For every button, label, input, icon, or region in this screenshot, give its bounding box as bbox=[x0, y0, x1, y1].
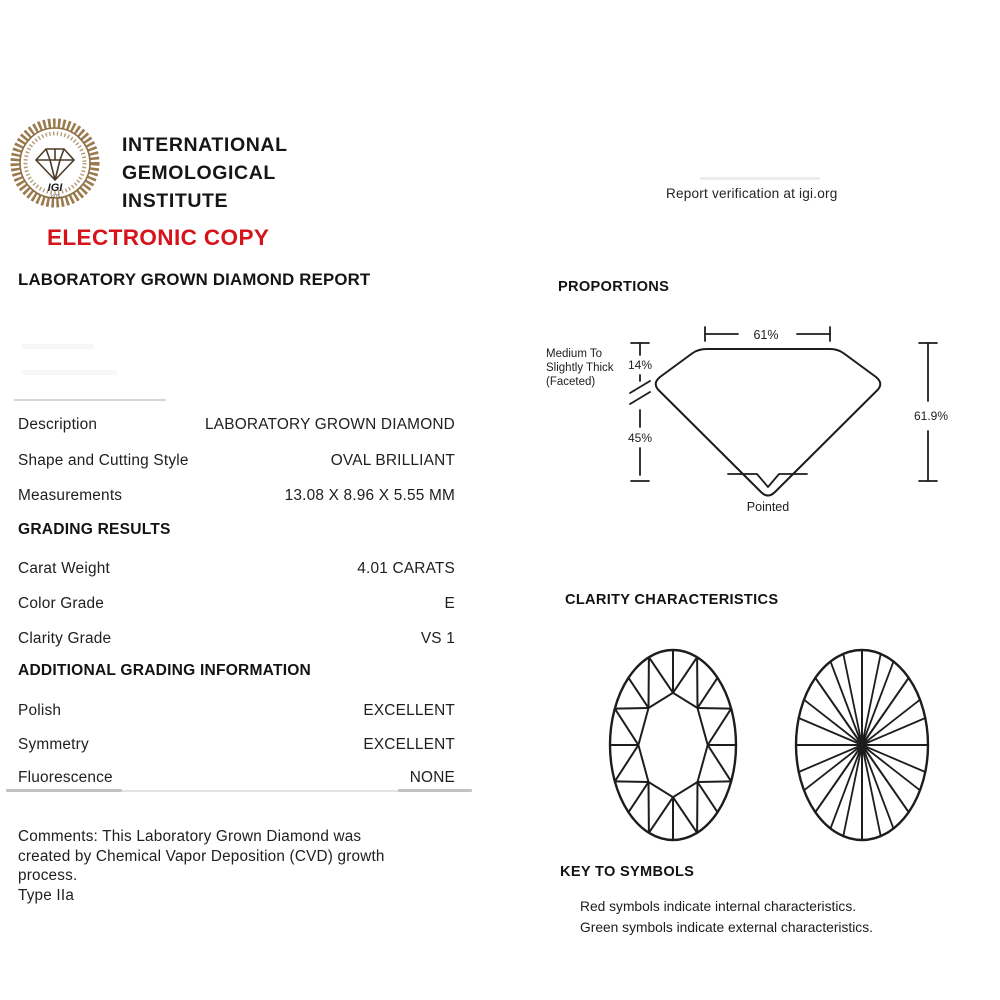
institute-name bbox=[122, 131, 288, 215]
field-label: Carat Weight bbox=[18, 560, 110, 577]
electronic-copy-label: ELECTRONIC COPY bbox=[47, 225, 270, 250]
field-value: VS 1 bbox=[420, 630, 455, 647]
field-value: 13.08 X 8.96 X 5.55 MM bbox=[284, 487, 455, 504]
field-row-polish bbox=[18, 702, 455, 722]
field-row-carat-weight bbox=[18, 560, 455, 580]
proportions-diagram bbox=[535, 315, 1000, 520]
total-depth-label: 61.9% bbox=[913, 409, 949, 423]
field-value: OVAL BRILLIANT bbox=[330, 452, 455, 469]
girdle-line: (Faceted) bbox=[546, 376, 596, 388]
field-label: Description bbox=[18, 416, 98, 433]
culet-mark bbox=[728, 474, 807, 487]
seal-monogram: IGI bbox=[47, 182, 63, 194]
brand-line-2: GEMOLOGICAL bbox=[122, 162, 276, 184]
field-value: LABORATORY GROWN DIAMOND bbox=[205, 416, 455, 433]
table-facet-outline bbox=[638, 693, 707, 797]
comments-line: Comments: This Laboratory Grown Diamond was bbox=[18, 828, 362, 845]
pavilion-depth-label: 45% bbox=[627, 431, 653, 445]
table-percent-label: 61% bbox=[753, 328, 779, 342]
faded-rule bbox=[398, 789, 472, 792]
type-line: Type IIa bbox=[18, 886, 75, 904]
field-label: Measurements bbox=[18, 487, 123, 504]
girdle-line: Medium To bbox=[546, 348, 603, 360]
faded-print-artifact bbox=[22, 344, 94, 349]
report-verification-text: Report verification at igi.org bbox=[666, 186, 838, 201]
igi-seal-logo bbox=[8, 116, 102, 210]
faded-rule bbox=[6, 789, 122, 792]
key-line-external: Green symbols indicate external characteristics. bbox=[580, 919, 873, 935]
field-row-clarity-grade bbox=[18, 630, 455, 650]
comments-block bbox=[18, 827, 468, 905]
field-row-color-grade bbox=[18, 595, 455, 615]
key-to-symbols-text bbox=[580, 897, 873, 938]
field-label: Fluorescence bbox=[18, 769, 113, 786]
girdle-description bbox=[546, 348, 614, 388]
field-value: 4.01 CARATS bbox=[357, 560, 455, 577]
field-label: Symmetry bbox=[18, 736, 89, 753]
key-to-symbols-heading: KEY TO SYMBOLS bbox=[560, 864, 695, 880]
report-title: LABORATORY GROWN DIAMOND REPORT bbox=[18, 270, 371, 289]
seal-year: 1975 bbox=[49, 193, 61, 199]
crown-height-label: 14% bbox=[627, 358, 653, 372]
field-row-symmetry bbox=[18, 736, 455, 756]
faded-rule bbox=[14, 399, 166, 401]
field-label: Color Grade bbox=[18, 595, 105, 612]
faded-rule bbox=[122, 790, 398, 792]
field-row-measurements bbox=[18, 487, 455, 507]
diamond-profile-outline bbox=[656, 349, 881, 496]
field-row-shape bbox=[18, 452, 455, 472]
proportions-heading: PROPORTIONS bbox=[558, 279, 670, 295]
comments-line: created by Chemical Vapor Deposition (CVD) growth bbox=[18, 847, 385, 865]
brand-line-3: INSTITUTE bbox=[122, 190, 229, 212]
bezel-facet-lines bbox=[610, 650, 736, 840]
clarity-heading: CLARITY CHARACTERISTICS bbox=[565, 592, 779, 608]
field-row-fluorescence bbox=[18, 769, 455, 789]
brand-line-1: INTERNATIONAL bbox=[122, 134, 288, 156]
field-label: Polish bbox=[18, 702, 62, 719]
field-value: EXCELLENT bbox=[363, 736, 455, 753]
faded-print-artifact bbox=[22, 370, 117, 375]
clarity-plot-pavilion-view bbox=[794, 645, 934, 845]
culet-label: Pointed bbox=[746, 500, 790, 514]
additional-grading-heading: ADDITIONAL GRADING INFORMATION bbox=[18, 662, 312, 679]
grading-results-heading: GRADING RESULTS bbox=[18, 521, 171, 538]
field-label: Clarity Grade bbox=[18, 630, 112, 647]
faded-print-artifact bbox=[700, 177, 820, 180]
key-line-internal: Red symbols indicate internal characteristics. bbox=[580, 899, 857, 914]
girdle-line: Slightly Thick bbox=[546, 362, 614, 374]
field-value: NONE bbox=[409, 769, 455, 786]
field-label: Shape and Cutting Style bbox=[18, 452, 189, 469]
field-value: E bbox=[444, 595, 455, 612]
field-value: EXCELLENT bbox=[363, 702, 455, 719]
comments-line: process. bbox=[18, 867, 78, 884]
clarity-plot-crown-view bbox=[600, 645, 750, 845]
field-row-description bbox=[18, 416, 455, 436]
